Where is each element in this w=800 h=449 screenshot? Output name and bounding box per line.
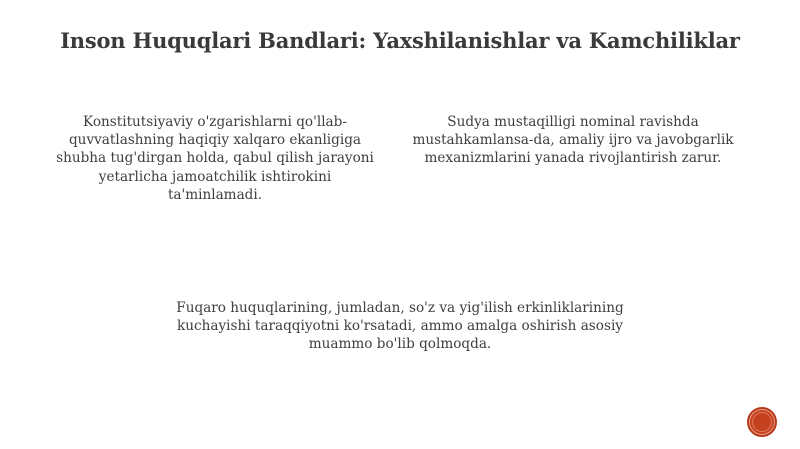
right-paragraph: Sudya mustaqilligi nominal ravishda mustahkamlansa-da, amaliy ijro va javobgarlik mexanizmlarini yanada rivojlantirish zarur. bbox=[412, 114, 734, 167]
left-paragraph: Konstitutsiyaviy o'zgarishlarni qo'llab-quvvatlashning haqiqiy xalqaro ekanligiga shubha tug'dirgan holda, qabul qilish jarayoni yetarlicha jamoatchilik ishtirokini ta'minlamadi. bbox=[56, 114, 374, 203]
bottom-paragraph: Fuqaro huquqlarining, jumladan, so'z va yig'ilish erkinliklarining kuchayishi taraqqiyotni ko'rsatadi, ammo amalga oshirish asosiy muammo bo'lib qolmoqda. bbox=[176, 300, 624, 353]
slide-title: Inson Huquqlari Bandlari: Yaxshilanishlar va Kamchiliklar bbox=[60, 28, 740, 53]
circle-icon bbox=[752, 412, 772, 432]
next-slide-button[interactable] bbox=[747, 407, 777, 437]
